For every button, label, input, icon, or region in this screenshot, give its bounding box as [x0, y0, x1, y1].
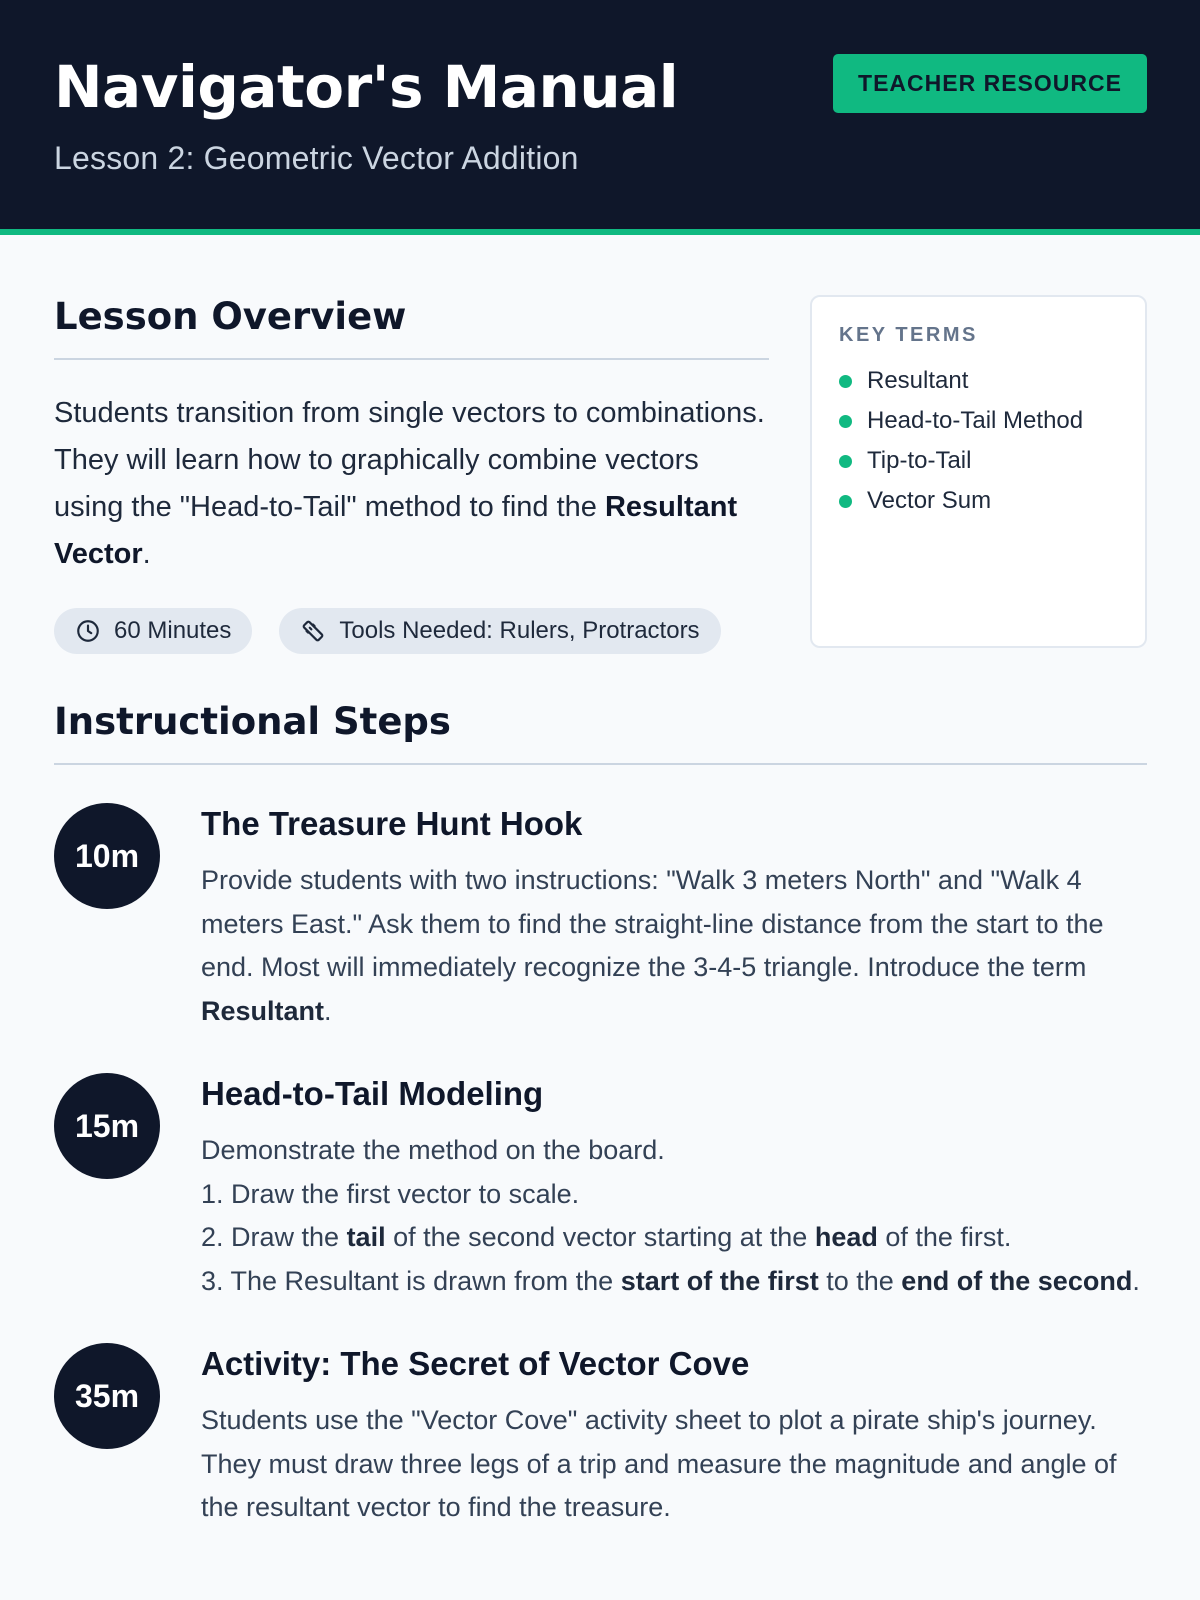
step-text-bold: tail [346, 1222, 386, 1252]
lesson-meta-pills [54, 608, 769, 654]
steps-heading: Instructional Steps [54, 700, 1147, 765]
step-title: Head-to-Tail Modeling [201, 1075, 544, 1112]
key-terms-list [839, 361, 1118, 521]
key-terms-card [810, 295, 1147, 648]
bullet-dot-icon [839, 415, 852, 428]
bullet-dot-icon [839, 495, 852, 508]
key-term-label: Vector Sum [867, 487, 992, 514]
step-text: of the second vector starting at the [385, 1222, 815, 1252]
step-title: Activity: The Secret of Vector Cove [201, 1345, 750, 1382]
lesson-overview [54, 295, 769, 654]
step-text-bold: Resultant [201, 995, 325, 1026]
step-description [201, 1129, 1147, 1303]
step-text-bold: start of the first [620, 1265, 819, 1296]
clock-icon [75, 618, 101, 644]
step-title: The Treasure Hunt Hook [201, 805, 583, 842]
key-terms-heading: KEY TERMS [839, 324, 978, 346]
step-line: 1. Draw the first vector to scale. [201, 1178, 580, 1209]
step-item [54, 1073, 1147, 1303]
tools-pill [279, 608, 720, 654]
ruler-icon [300, 618, 326, 644]
tools-label: Tools Needed: Rulers, Protractors [339, 617, 700, 644]
step-text-bold: end of the second [901, 1265, 1133, 1296]
step-text-end: . [324, 995, 332, 1026]
step-line [201, 1216, 1147, 1260]
step-description [201, 859, 1147, 1033]
step-text: . [1132, 1265, 1140, 1296]
bullet-dot-icon [839, 455, 852, 468]
key-term-label: Tip-to-Tail [867, 447, 972, 474]
step-text: Provide students with two instructions: "Walk 3 meters North" and "Walk 4 meters East." Ask them to find the straight-line distance from the start to the end. Most will immediately recognize the 3-4-5 triangle. Introduce the term [201, 865, 1104, 982]
teacher-resource-badge: TEACHER RESOURCE [833, 54, 1147, 113]
step-text: to the [818, 1265, 902, 1296]
step-text-bold: head [814, 1222, 878, 1252]
duration-label: 60 Minutes [114, 617, 232, 644]
page-header [0, 0, 1200, 235]
step-line: Demonstrate the method on the board. [201, 1135, 665, 1165]
step-time-badge: 35m [54, 1343, 160, 1449]
key-term-item [839, 481, 1118, 521]
instructional-steps [54, 700, 1147, 1530]
key-term-item [839, 401, 1118, 441]
step-text: 3. The Resultant is drawn from the [201, 1265, 621, 1296]
step-item [54, 803, 1147, 1033]
lesson-subtitle: Lesson 2: Geometric Vector Addition [54, 140, 579, 176]
overview-text-bold: Resultant Vector [54, 491, 738, 570]
key-term-item [839, 361, 1118, 401]
duration-pill [54, 608, 252, 654]
step-time-badge: 15m [54, 1073, 160, 1179]
overview-text-part: Students transition from single vectors to combinations. They will learn how to graphically combine vectors using the "Head-to-Tail" method to find the [54, 397, 765, 523]
bullet-dot-icon [839, 375, 852, 388]
page-title: Navigator's Manual [54, 53, 679, 121]
overview-text [54, 390, 769, 578]
key-term-label: Head-to-Tail Method [867, 407, 1084, 434]
step-text: of the first. [877, 1222, 1012, 1252]
step-line [201, 1260, 1147, 1304]
step-time-badge: 10m [54, 803, 160, 909]
step-item [54, 1343, 1147, 1530]
key-term-item [839, 441, 1118, 481]
overview-text-end: . [142, 538, 151, 570]
overview-heading: Lesson Overview [54, 295, 769, 360]
step-text: 2. Draw the [201, 1222, 347, 1252]
step-description: Students use the "Vector Cove" activity sheet to plot a pirate ship's journey. They must draw three legs of a trip and measure the magnitude and angle of the resultant vector to find the treasure. [201, 1405, 1117, 1522]
key-term-label: Resultant [867, 367, 969, 394]
